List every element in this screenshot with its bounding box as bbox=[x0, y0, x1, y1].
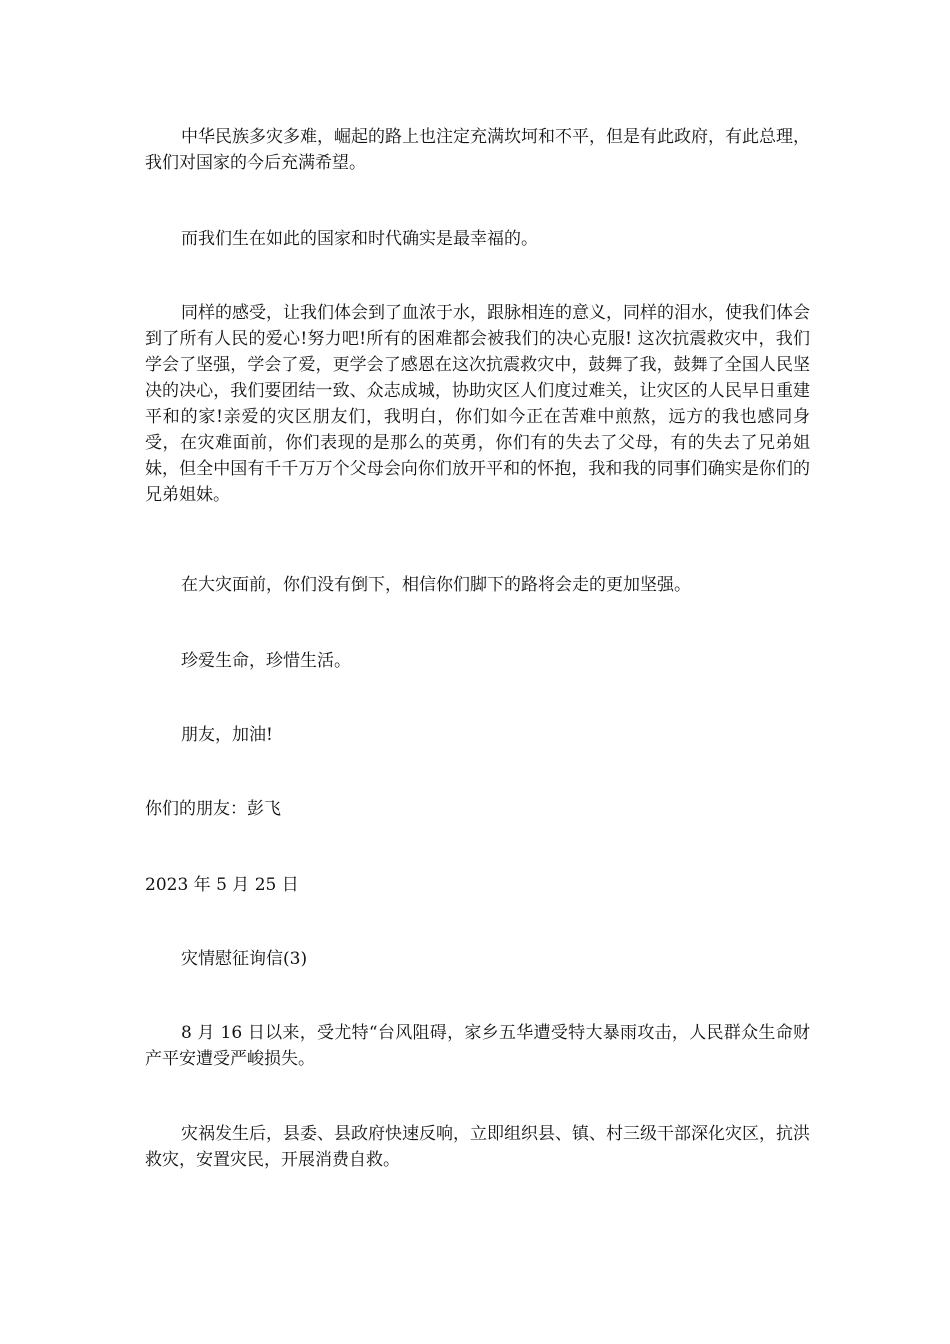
paragraph-typhoon: 8 月 16 日以来，受尤特“台风阻碍，家乡五华遭受特大暴雨攻击，人民群众生命财产平安遭受严峻损失。 bbox=[145, 1023, 810, 1069]
paragraph-encouragement: 朋友，加油! bbox=[181, 725, 273, 745]
date-line: 2023 年 5 月 25 日 bbox=[145, 875, 299, 895]
paragraph-strength: 在大灾面前，你们没有倒下，相信你们脚下的路将会走的更加坚强。 bbox=[181, 575, 691, 595]
paragraph-happiness: 而我们生在如此的国家和时代确实是最幸福的。 bbox=[181, 229, 538, 249]
paragraph-solidarity: 同样的感受，让我们体会到了血浓于水，跟脉相连的意义，同样的泪水，使我们体会到了所有人民的爱心!努力吧!所有的困难都会被我们的决心克服! 这次抗震救灾中，我们学会了坚强，学会了爱，更学会了感恩在这次抗震救灾中，鼓舞了我，鼓舞了全国人民坚决的决心，我们要团结一致、众志成城，协助灾区人们度过难关，让灾区的人民早日重建平和的家!亲爱的灾区朋友们，我明白，你们如今正在苦难中煎熬，远方的我也感同身受，在灾难面前，你们表现的是那么的英勇，你们有的失去了父母，有的失去了兄弟姐妹，但全中国有千千万万个父母会向你们放开平和的怀抱，我和我的同事们确实是你们的兄弟姐妹。 bbox=[145, 303, 810, 505]
paragraph-hope: 中华民族多灾多难，崛起的路上也注定充满坎坷和不平，但是有此政府，有此总理，我们对国家的今后充满希望。 bbox=[145, 127, 810, 173]
section-title: 灾情慰征询信(3) bbox=[181, 949, 308, 969]
paragraph-cherish-life: 珍爱生命，珍惜生活。 bbox=[181, 651, 351, 671]
paragraph-response: 灾祸发生后，县委、县政府快速反响，立即组织县、镇、村三级干部深化灾区，抗洪救灾，安置灾民，开展消费自救。 bbox=[145, 1124, 810, 1170]
signature: 你们的朋友：彭飞 bbox=[145, 799, 281, 819]
